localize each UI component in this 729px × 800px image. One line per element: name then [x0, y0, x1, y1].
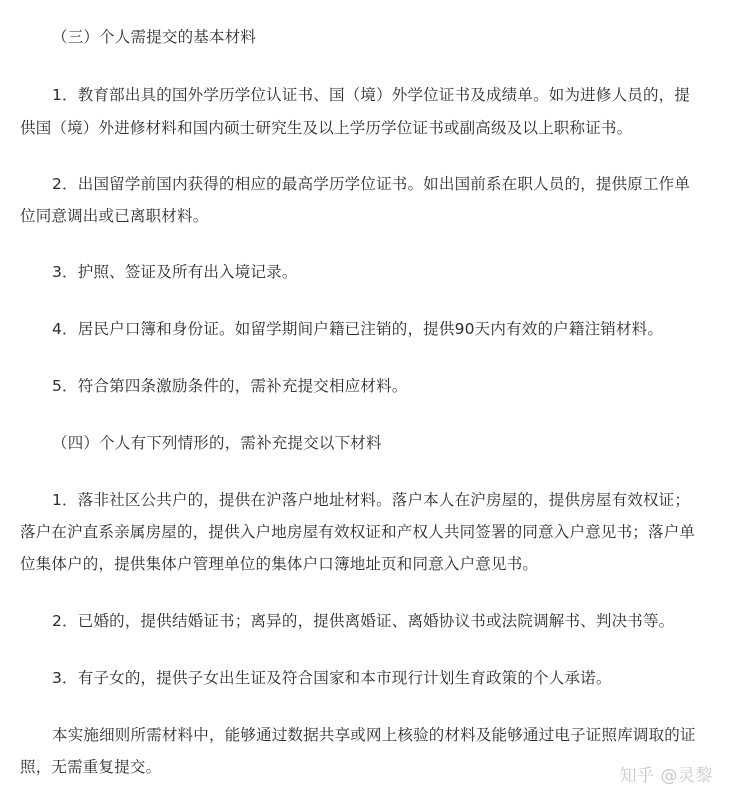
section3-item5: 5．符合第四条激励条件的，需补充提交相应材料。 — [52, 377, 408, 395]
section3-item2-line1: 2．出国留学前国内获得的相应的最高学历学位证书。如出国前系在职人员的，提供原工作单 — [52, 175, 691, 193]
section4-heading: （四）个人有下列情形的，需补充提交以下材料 — [52, 434, 382, 452]
section4-item2: 2．已婚的，提供结婚证书；离异的，提供离婚证、离婚协议书或法院调解书、判决书等。 — [52, 612, 675, 630]
section3-item4: 4．居民户口簿和身份证。如留学期间户籍已注销的，提供90天内有效的户籍注销材料。 — [52, 320, 664, 338]
section4-item1-line1: 1．落非社区公共户的，提供在沪落户地址材料。落户本人在沪房屋的，提供房屋有效权证； — [52, 491, 691, 509]
section3-heading: （三）个人需提交的基本材料 — [52, 28, 257, 46]
section3-item3: 3．护照、签证及所有出入境记录。 — [52, 263, 298, 281]
section3-item1-line2: 供国（境）外进修材料和国内硕士研究生及以上学历学位证书或副高级及以上职称证书。 — [20, 119, 633, 137]
section3-item1-line1: 1．教育部出具的国外学历学位认证书、国（境）外学位证书及成绩单。如为进修人员的，提 — [52, 86, 691, 104]
closing-line1: 本实施细则所需材料中，能够通过数据共享或网上核验的材料及能够通过电子证照库调取的证 — [52, 726, 696, 744]
section3-item2-line2: 位同意调出或已离职材料。 — [20, 207, 209, 225]
section4-item3: 3．有子女的，提供子女出生证及符合国家和本市现行计划生育政策的个人承诺。 — [52, 669, 612, 687]
section4-item1-line2: 落户在沪直系亲属房屋的，提供入户地房屋有效权证和产权人共同签署的同意入户意见书；落户单 — [20, 523, 696, 541]
section4-item1-line3: 位集体户的，提供集体户管理单位的集体户口簿地址页和同意入户意见书。 — [20, 555, 539, 573]
zhihu-watermark: 知乎 @灵黎 — [619, 766, 713, 786]
closing-line2: 照，无需重复提交。 — [20, 758, 162, 776]
